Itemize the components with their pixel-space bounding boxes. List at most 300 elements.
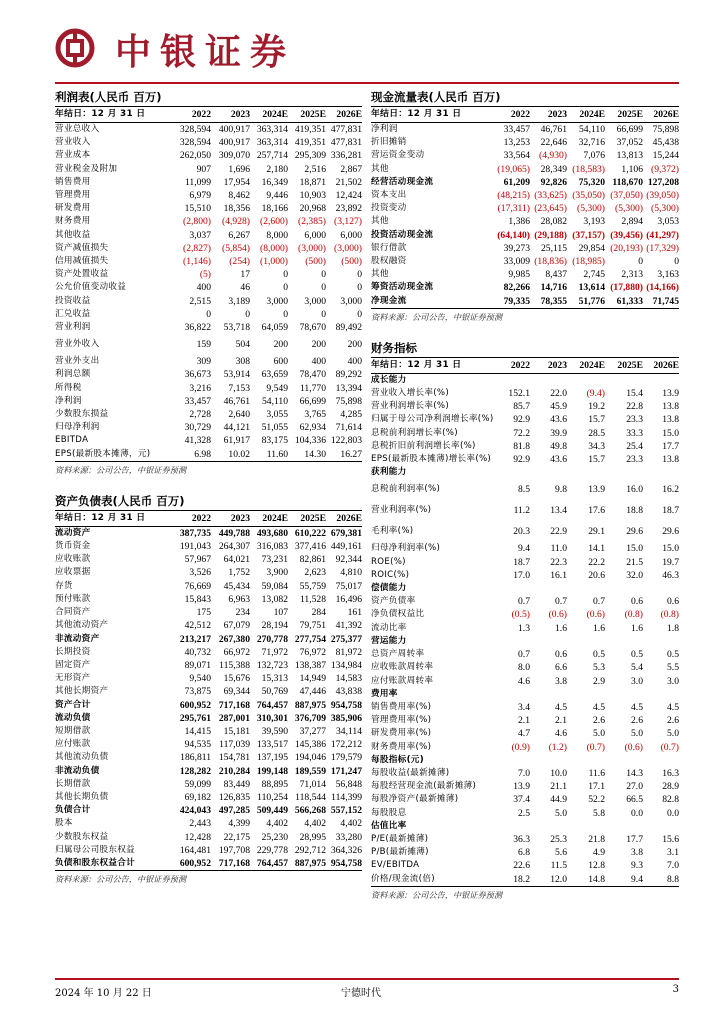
table-row	[55, 268, 362, 281]
cell-value	[605, 820, 643, 833]
cell-value: 5.0	[593, 728, 605, 740]
cell-value: 199,148	[256, 765, 288, 777]
row-label: 净利润	[371, 124, 398, 134]
cell-value: (39,050)	[646, 190, 679, 202]
cell-value: 37.4	[513, 794, 530, 806]
cell-value: 0	[357, 282, 362, 294]
cell-value: 49.8	[550, 440, 567, 452]
cell-value: 73,231	[261, 554, 288, 566]
cell-value: 717,168	[218, 857, 250, 869]
cell-value: 88,895	[261, 778, 288, 790]
cell-value: 16,349	[261, 176, 288, 188]
cell-value: (18,583)	[572, 163, 605, 175]
cell-value: 13.4	[550, 505, 567, 517]
cell-value: 9.8	[555, 484, 567, 496]
cell-value: 22.2	[588, 556, 605, 568]
cell-value: 6.98	[194, 448, 211, 460]
cell-value: 76,669	[184, 580, 211, 592]
cell-value: 54,110	[578, 124, 605, 135]
cell-value: 234	[235, 607, 250, 619]
table-row	[55, 580, 362, 593]
cell-value: 3,000	[340, 295, 362, 307]
cell-value: (14,166)	[646, 282, 679, 294]
cell-value: 28.9	[662, 781, 679, 793]
table-row	[55, 646, 362, 659]
cell-value: 2.6	[593, 715, 605, 727]
row-label: 应付账款周转率	[371, 675, 434, 686]
table-row	[55, 395, 362, 408]
cell-value: (0.9)	[511, 741, 530, 753]
cell-value: (9.4)	[586, 388, 605, 400]
cell-value: 138,387	[294, 659, 326, 671]
cell-value: 13,813	[616, 150, 643, 162]
row-label: 其他流动资产	[55, 620, 109, 631]
balance-source-note: 资料来源：公司公告，中银证券预测	[55, 870, 362, 887]
cell-value: 2.6	[631, 715, 643, 727]
cell-value: 887,975	[294, 699, 326, 711]
cell-value: (3,000)	[334, 242, 362, 254]
cell-value: 45,434	[223, 580, 250, 592]
bank-of-china-logo-icon	[55, 28, 95, 68]
cell-value: 275,377	[330, 633, 362, 645]
cell-value: 4,810	[340, 567, 362, 579]
cell-value: 4.6	[518, 675, 530, 687]
table-row	[55, 738, 362, 751]
balance-sheet-table	[55, 511, 362, 870]
cell-value: 2,623	[304, 567, 326, 579]
row-label: 筹资活动现金流	[371, 282, 434, 293]
cell-value: 8.5	[518, 484, 530, 496]
cell-value	[493, 688, 530, 701]
cell-value: (5,854)	[222, 242, 250, 254]
cell-value: 1.6	[631, 622, 643, 634]
cell-value: 11.60	[266, 448, 288, 460]
row-label: 投资收益	[55, 295, 91, 306]
cell-value: 4.5	[667, 701, 679, 713]
cell-value: 0.6	[555, 649, 567, 661]
cell-value: 43.6	[550, 414, 567, 426]
cell-value: 13.9	[662, 388, 679, 400]
row-label: 负债合计	[55, 805, 91, 816]
table-row	[371, 400, 679, 413]
row-label: 营运资金变动	[371, 150, 425, 161]
cell-value: 118,544	[295, 791, 326, 803]
cell-value: 6,267	[228, 229, 250, 241]
cell-value: 4.5	[593, 701, 605, 713]
cell-value: 11,099	[184, 176, 211, 188]
cell-value: 679,381	[330, 527, 362, 539]
table-row	[55, 448, 362, 461]
table-row	[55, 791, 362, 804]
year-header: 2026E	[326, 107, 362, 123]
table-row	[371, 479, 679, 500]
row-label: 存货	[55, 580, 73, 591]
cell-value	[643, 820, 679, 833]
cell-value: 66,972	[223, 646, 250, 658]
cell-value: 61,209	[503, 176, 530, 188]
row-label: 营业成本	[55, 150, 91, 161]
footer-rule	[55, 978, 679, 980]
cell-value: 11,770	[299, 382, 326, 394]
cell-value: 18.7	[513, 556, 530, 568]
cell-value	[605, 688, 643, 701]
cell-value: 22.0	[550, 388, 567, 400]
cell-value: 11,528	[299, 593, 326, 605]
cell-value: 12.8	[588, 860, 605, 872]
cell-value: 82.8	[662, 794, 679, 806]
ratios-source-note: 资料来源：公司公告，中银证券预测	[371, 886, 679, 903]
cell-value: 336,281	[330, 150, 362, 162]
cell-value	[493, 635, 530, 648]
cell-value: 92.9	[513, 454, 530, 466]
cell-value: 1,696	[228, 163, 250, 175]
table-row	[371, 675, 679, 688]
cell-value: (20,193)	[610, 242, 643, 254]
cell-value: 1,752	[228, 567, 250, 579]
table-row	[371, 846, 679, 859]
row-label: 资产处置收益	[55, 269, 109, 280]
row-label: 信用减值损失	[55, 256, 109, 267]
cell-value: 66.5	[626, 794, 643, 806]
row-label: 股权融资	[371, 256, 407, 267]
row-label: 销售费用率(%)	[371, 701, 432, 712]
table-row	[371, 295, 679, 308]
cell-value: 400	[196, 282, 211, 294]
cell-value: 0	[283, 308, 288, 320]
row-label: 息税折旧前利润增长率(%)	[371, 440, 476, 451]
row-label: 流动资产	[55, 527, 91, 538]
cell-value: 262,050	[179, 150, 211, 162]
cell-value: 328,594	[179, 137, 211, 149]
cell-value: 2.9	[593, 675, 605, 687]
cell-value: 39,273	[503, 242, 530, 254]
cell-value: 133,517	[256, 739, 288, 751]
cell-value	[643, 688, 679, 701]
cell-value: 94,535	[184, 739, 211, 751]
cell-value: 43,838	[335, 686, 362, 698]
cell-value: 15,510	[184, 203, 211, 215]
row-label: 少数股东损益	[55, 409, 109, 420]
cell-value: 287,001	[218, 712, 250, 724]
cell-value: 2,515	[189, 295, 211, 307]
cell-value: (37,050)	[610, 190, 643, 202]
cell-value: 134,984	[330, 659, 362, 671]
cell-value	[643, 754, 679, 767]
table-row	[55, 334, 362, 355]
year-header: 2022	[172, 511, 211, 527]
cell-value: (2,385)	[298, 216, 326, 228]
cell-value: 0	[357, 269, 362, 281]
cell-value: 56,848	[335, 778, 362, 790]
cell-value: 175	[196, 607, 211, 619]
cell-value: 10.0	[550, 767, 567, 779]
table-row	[55, 553, 362, 566]
cell-value: 28.5	[588, 427, 605, 439]
table-header-row	[371, 358, 679, 374]
cell-value: 3,900	[266, 567, 288, 579]
table-row	[371, 701, 679, 714]
cell-value: 71,745	[652, 295, 679, 307]
cell-value: 92,344	[335, 554, 362, 566]
cell-value: 9,985	[508, 269, 530, 281]
cell-value: 28,082	[540, 216, 567, 228]
cell-value: 92.9	[513, 414, 530, 426]
cell-value: 4.5	[631, 701, 643, 713]
cell-value: 17.6	[588, 505, 605, 517]
cell-value: 2.1	[518, 715, 530, 727]
year-header: 2025E	[605, 107, 643, 123]
table-row	[371, 255, 679, 268]
row-label: 投资变动	[371, 203, 407, 214]
cell-value: 28,349	[540, 163, 567, 175]
cell-value: (4,930)	[539, 150, 567, 162]
cell-value: 17	[240, 269, 250, 281]
cell-value: 11.2	[513, 505, 530, 517]
row-label: P/B(最新摊薄)	[371, 847, 429, 858]
cell-value: 9,549	[266, 382, 288, 394]
cell-value: (0.8)	[660, 609, 679, 621]
cell-value: (19,065)	[497, 163, 530, 175]
cell-value: 64,021	[223, 554, 250, 566]
cell-value: 2.5	[518, 807, 530, 819]
row-label: 应收账款周转率	[371, 662, 434, 673]
row-label: 货币资金	[55, 541, 91, 552]
cell-value: 6,000	[340, 229, 362, 241]
cell-value	[605, 754, 643, 767]
cell-value: 18,871	[299, 176, 326, 188]
cell-value: 6,963	[228, 593, 250, 605]
table-row	[55, 685, 362, 698]
cell-value: 424,043	[179, 805, 211, 817]
cell-value: (23,645)	[534, 203, 567, 215]
row-label: 流动负债	[55, 712, 91, 723]
table-row	[55, 255, 362, 268]
table-row	[371, 820, 679, 833]
row-label: 长期借款	[55, 778, 91, 789]
table-row	[55, 778, 362, 791]
cell-value: 3.0	[667, 675, 679, 687]
row-label: EBITDA	[55, 435, 89, 446]
cell-value: 15.7	[588, 414, 605, 426]
row-label: 资产合计	[55, 699, 91, 710]
cell-value: 29.1	[588, 526, 605, 538]
row-label: 息税前利润率(%)	[371, 484, 441, 495]
cell-value: 4.5	[555, 701, 567, 713]
table-row	[371, 793, 679, 806]
cell-value: 419,351	[294, 124, 326, 135]
page-header	[55, 18, 675, 78]
cell-value: (17,311)	[497, 203, 530, 215]
cell-value: 22.6	[513, 860, 530, 872]
table-row	[55, 202, 362, 215]
cell-value: 9,540	[189, 673, 211, 685]
cell-value: 14,583	[335, 673, 362, 685]
row-label: 预付账款	[55, 593, 91, 604]
row-label: 应收票据	[55, 567, 91, 578]
cell-value: 89,492	[335, 322, 362, 334]
cell-value: 75,898	[335, 395, 362, 407]
row-label: 应收账款	[55, 554, 91, 565]
row-label: 固定资产	[55, 659, 91, 670]
year-header: 2022	[172, 107, 211, 123]
table-row	[55, 725, 362, 738]
year-header: 2022	[493, 358, 530, 374]
cell-value: (0.8)	[624, 609, 643, 621]
cell-value: 32,716	[578, 137, 605, 149]
cell-value: (0.7)	[660, 741, 679, 753]
cell-value: 34.3	[588, 440, 605, 452]
cell-value: 477,831	[330, 124, 362, 135]
cell-value: 137,195	[256, 752, 288, 764]
cell-value: 15,313	[261, 673, 288, 685]
cell-value: 41,328	[184, 435, 211, 447]
cell-value: 78,670	[299, 322, 326, 334]
cell-value: 13,394	[335, 382, 362, 394]
cell-value: 50,769	[261, 686, 288, 698]
cell-value: 73,875	[184, 686, 211, 698]
cell-value: (5)	[199, 269, 211, 281]
row-label: 其他流动负债	[55, 752, 109, 763]
cell-value: 66,699	[616, 124, 643, 135]
cell-value: 127,208	[647, 176, 679, 188]
cell-value	[493, 582, 530, 595]
cell-value: 363,314	[256, 137, 288, 149]
cell-value: (4,928)	[222, 216, 250, 228]
cell-value: (2,827)	[183, 242, 211, 254]
cell-value: 54,110	[261, 395, 288, 407]
cell-value: 5.0	[667, 728, 679, 740]
cell-value: 1,386	[508, 216, 530, 228]
cell-value: 16.1	[550, 569, 567, 581]
table-header-row	[371, 107, 679, 123]
cell-value: 194,046	[294, 752, 326, 764]
cell-value: 19.2	[588, 401, 605, 413]
cell-value: 59,084	[261, 580, 288, 592]
cell-value: 3.0	[631, 675, 643, 687]
row-label: 净利润	[55, 395, 82, 406]
cell-value: 13.8	[662, 454, 679, 466]
year-header: 2025E	[605, 358, 643, 374]
table-row	[55, 368, 362, 381]
table-row	[371, 608, 679, 621]
cell-value: 5.5	[667, 662, 679, 674]
cell-value	[643, 582, 679, 595]
cell-value	[567, 754, 605, 767]
cell-value: (1,146)	[183, 256, 211, 268]
cell-value: 89,292	[335, 369, 362, 381]
row-label: 管理费用	[55, 190, 91, 201]
cashflow-source-note: 资料来源：公司公告，中银证券预测	[371, 308, 679, 325]
cell-value: 39.9	[550, 427, 567, 439]
cell-value: 25.4	[626, 440, 643, 452]
cell-value	[567, 635, 605, 648]
cell-value: (3,000)	[298, 242, 326, 254]
cell-value: 4.9	[593, 847, 605, 859]
table-row	[55, 176, 362, 189]
cell-value: 7,076	[583, 150, 605, 162]
cell-value: 18,356	[223, 203, 250, 215]
cell-value: 25,115	[540, 242, 567, 254]
table-row	[55, 765, 362, 778]
company-name: 宁德时代	[341, 988, 381, 999]
row-label: 每股净资产(最新摊薄)	[371, 794, 459, 805]
cell-value: 0	[283, 269, 288, 281]
cell-value: 33,280	[335, 831, 362, 843]
cell-value: 400,917	[218, 137, 250, 149]
cell-value: 25,230	[261, 831, 288, 843]
cell-value: 161	[347, 607, 362, 619]
cell-value: 954,758	[330, 699, 362, 711]
cell-value: 43.6	[550, 454, 567, 466]
year-header: 2023	[211, 107, 250, 123]
cell-value: 3,000	[266, 295, 288, 307]
cell-value	[605, 635, 643, 648]
cell-value: 6.8	[518, 847, 530, 859]
cell-value: 13.8	[662, 414, 679, 426]
cell-value: 172,212	[330, 739, 362, 751]
cell-value: 85.7	[513, 401, 530, 413]
year-end-label: 年结日：12 月 31 日	[55, 107, 172, 123]
cell-value: 887,975	[294, 857, 326, 869]
cell-value: 200	[347, 339, 362, 351]
row-label: EV/EBITDA	[371, 860, 420, 871]
financial-ratios-table	[371, 358, 679, 886]
cell-value: 600,952	[179, 857, 211, 869]
table-row	[55, 295, 362, 308]
cell-value: 400	[311, 356, 326, 368]
cell-value: 132,723	[256, 659, 288, 671]
table-row	[371, 453, 679, 466]
cell-value: 0.5	[593, 649, 605, 661]
cell-value: 3,037	[189, 229, 211, 241]
cell-value	[493, 820, 530, 833]
cell-value: 92,826	[540, 176, 567, 188]
table-row	[55, 408, 362, 421]
cell-value: 213,217	[179, 633, 211, 645]
cell-value: 128,282	[179, 765, 211, 777]
balance-sheet-title: 资产负债表(人民币 百万)	[55, 492, 362, 511]
cell-value: 764,457	[256, 699, 288, 711]
cell-value: 2,313	[621, 269, 643, 281]
cell-value: 15.0	[662, 543, 679, 555]
report-date: 2024 年 10 月 22 日	[55, 988, 152, 999]
cell-value: 23.3	[626, 454, 643, 466]
cell-value: 309	[196, 356, 211, 368]
cell-value: 75,017	[335, 580, 362, 592]
cell-value: 164,481	[179, 844, 211, 856]
cell-value	[530, 688, 567, 701]
cell-value: 0	[321, 269, 326, 281]
cell-value: 8.0	[518, 662, 530, 674]
row-label: 非流动负债	[55, 765, 100, 776]
cell-value: 3,000	[304, 295, 326, 307]
table-row	[55, 163, 362, 176]
cell-value: 52.2	[588, 794, 605, 806]
cell-value: 28,194	[261, 620, 288, 632]
cell-value: (0.6)	[624, 741, 643, 753]
table-row	[55, 308, 362, 321]
cell-value: 0	[283, 282, 288, 294]
cell-value: 1.8	[667, 622, 679, 634]
table-row	[371, 136, 679, 149]
cell-value: 81,972	[335, 646, 362, 658]
cell-value: 509,449	[256, 805, 288, 817]
year-header: 2023	[530, 358, 567, 374]
year-end-label: 年结日：12 月 31 日	[55, 511, 172, 527]
row-label: 营业外支出	[55, 356, 100, 367]
cell-value: 0	[638, 256, 643, 268]
row-label: 息税前利润增长率(%)	[371, 427, 458, 438]
